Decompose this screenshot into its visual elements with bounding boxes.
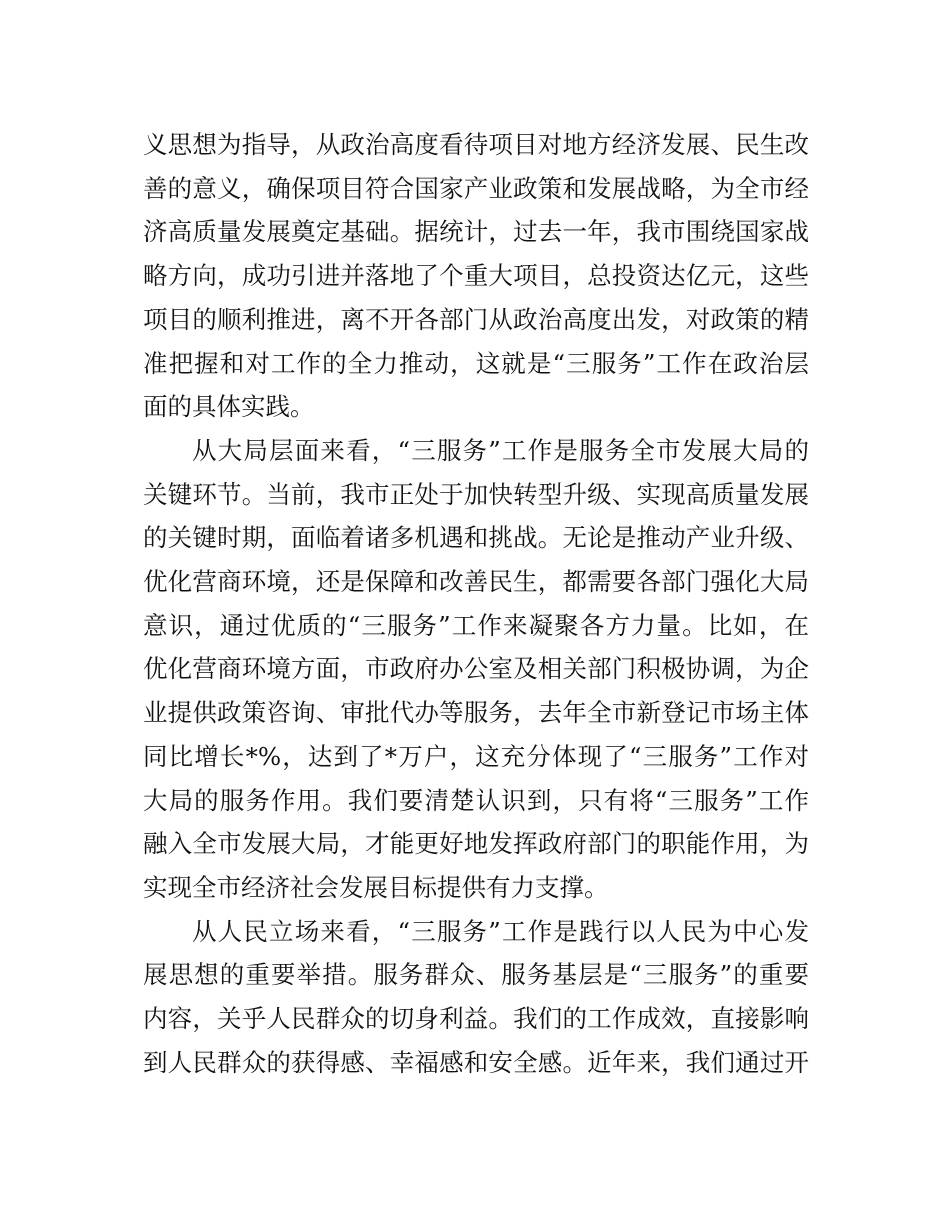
- text-line: 善的意义，确保项目符合国家产业政策和发展战略，为全市经: [143, 173, 809, 203]
- text-line: 同比增长*%，达到了*万户，这充分体现了“三服务”工作对: [143, 741, 809, 771]
- text-line: 实现全市经济社会发展目标提供有力支撑。: [143, 872, 609, 902]
- text-line: 略方向，成功引进并落地了个重大项目，总投资达亿元，这些: [143, 261, 809, 291]
- text-line: 的关键时期，面临着诸多机遇和挑战。无论是推动产业升级、: [143, 523, 809, 553]
- text-line: 从大局层面来看，“三服务”工作是服务全市发展大局的: [192, 435, 809, 465]
- text-line: 展思想的重要举措。服务群众、服务基层是“三服务”的重要: [143, 960, 809, 990]
- text-line: 大局的服务作用。我们要清楚认识到，只有将“三服务”工作: [143, 785, 809, 815]
- text-line: 义思想为指导，从政治高度看待项目对地方经济发展、民生改: [143, 130, 809, 159]
- text-line: 面的具体实践。: [143, 392, 315, 422]
- text-line: 优化营商环境方面，市政府办公室及相关部门积极协调，为企: [143, 654, 809, 684]
- text-line: 业提供政策咨询、审批代办等服务，去年全市新登记市场主体: [143, 698, 809, 728]
- text-line: 关键环节。当前，我市正处于加快转型升级、实现高质量发展: [143, 479, 809, 509]
- text-line: 从人民立场来看，“三服务”工作是践行以人民为中心发: [192, 916, 809, 946]
- text-line: 意识，通过优质的“三服务”工作来凝聚各方力量。比如，在: [143, 610, 809, 640]
- text-line: 内容，关乎人民群众的切身利益。我们的工作成效，直接影响: [143, 1004, 809, 1034]
- paragraph-2: [143, 429, 809, 910]
- text-line: 优化营商环境，还是保障和改善民生，都需要各部门强化大局: [143, 567, 809, 597]
- text-line: 项目的顺利推进，离不开各部门从政治高度出发，对政策的精: [143, 304, 809, 334]
- text-line: 济高质量发展奠定基础。据统计，过去一年，我市围绕国家战: [143, 217, 809, 247]
- document-body: [143, 123, 809, 1084]
- text-line: 准把握和对工作的全力推动，这就是“三服务”工作在政治层: [143, 348, 809, 378]
- text-line: 到人民群众的获得感、幸福感和安全感。近年来，我们通过开: [143, 1047, 809, 1077]
- paragraph-3: [143, 910, 809, 1085]
- text-line: 融入全市发展大局，才能更好地发挥政府部门的职能作用，为: [143, 829, 809, 859]
- paragraph-1: [143, 123, 809, 429]
